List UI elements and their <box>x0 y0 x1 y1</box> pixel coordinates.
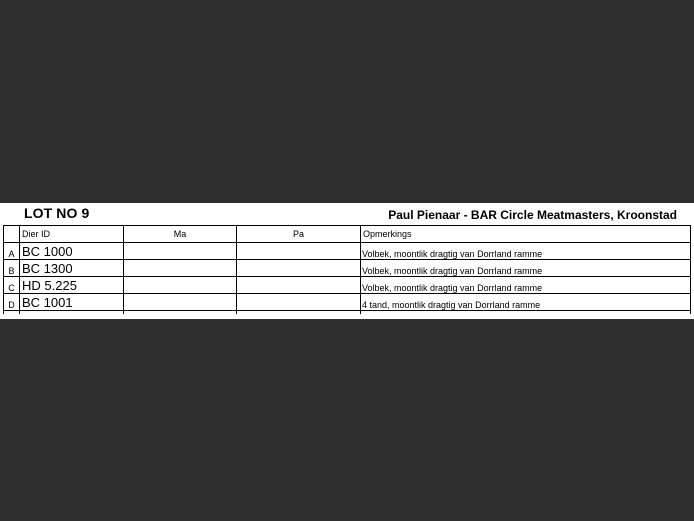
ma-cell <box>124 294 237 311</box>
row-letter: C <box>4 277 20 294</box>
header-ma: Ma <box>124 226 237 243</box>
tail-cell <box>237 311 361 315</box>
pa-cell <box>237 243 361 260</box>
dier-id-cell: HD 5.225 <box>20 277 124 294</box>
tail-cell <box>361 311 691 315</box>
pa-cell <box>237 277 361 294</box>
table-row <box>4 277 691 294</box>
table-header-row <box>4 226 691 243</box>
row-letter: B <box>4 260 20 277</box>
tail-cell <box>4 311 20 315</box>
dier-id-cell: BC 1000 <box>20 243 124 260</box>
ma-cell <box>124 243 237 260</box>
header-pa: Pa <box>237 226 361 243</box>
dier-id-cell: BC 1001 <box>20 294 124 311</box>
lot-table <box>3 225 691 314</box>
dier-id-cell: BC 1300 <box>20 260 124 277</box>
table-row <box>4 260 691 277</box>
lot-title: LOT NO 9 <box>24 205 90 221</box>
header-dier-id: Dier ID <box>20 226 124 243</box>
opmerkings-cell: Volbek, moontlik dragtig van Dorrland ramme <box>361 243 691 260</box>
header-opmerkings: Opmerkings <box>361 226 691 243</box>
row-letter: D <box>4 294 20 311</box>
table-row <box>4 294 691 311</box>
tail-cell <box>20 311 124 315</box>
table-tail-row <box>4 311 691 315</box>
ma-cell <box>124 277 237 294</box>
row-letter: A <box>4 243 20 260</box>
opmerkings-cell: Volbek, moontlik dragtig van Dorrland ramme <box>361 277 691 294</box>
pa-cell <box>237 260 361 277</box>
table-row <box>4 243 691 260</box>
tail-cell <box>124 311 237 315</box>
opmerkings-cell: Volbek, moontlik dragtig van Dorrland ramme <box>361 260 691 277</box>
pa-cell <box>237 294 361 311</box>
lot-sheet <box>0 203 694 319</box>
owner-title: Paul Pienaar - BAR Circle Meatmasters, Kroonstad <box>388 208 677 222</box>
ma-cell <box>124 260 237 277</box>
header-letter <box>4 226 20 243</box>
opmerkings-cell: 4 tand, moontlik dragtig van Dorrland ramme <box>361 294 691 311</box>
